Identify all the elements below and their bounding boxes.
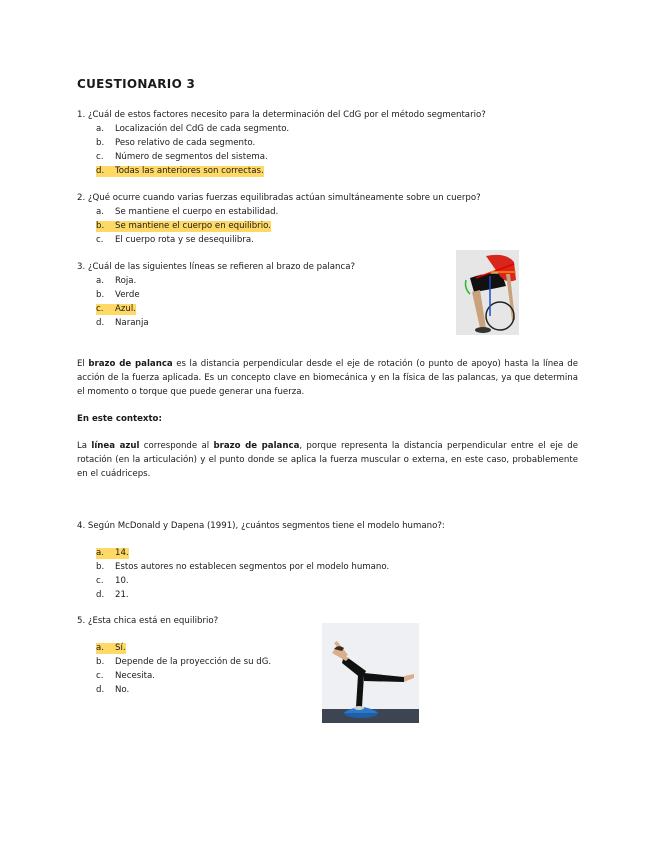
option-letter: a.	[96, 124, 104, 134]
option-letter: a.	[96, 276, 104, 286]
option-text: Necesita.	[115, 671, 155, 681]
balance-photo	[322, 623, 419, 723]
text-run: corresponde al	[139, 441, 214, 451]
text-run: es la distancia perpendicular desde el eje de rotación (o punto de apoyo) hasta la línea de acción de la fuerza aplicada. Es un concepto clave en biomecánica y en la física de las palancas, ya que determina el momento o torque que puede generar una fuerza.	[77, 359, 579, 397]
text-run: La	[77, 441, 92, 451]
option-text: Se mantiene el cuerpo en equilibrio.	[115, 221, 271, 231]
option-letter: b.	[96, 138, 105, 148]
option-2c	[96, 235, 254, 246]
option-letter: c.	[96, 576, 104, 586]
option-3c-correct	[96, 304, 136, 315]
option-text: Todas las anteriores son correctas.	[115, 166, 264, 176]
option-text: Sí.	[115, 643, 126, 653]
option-3b	[96, 290, 140, 301]
option-2b-correct	[96, 221, 271, 232]
explanation-paragraph-1	[77, 357, 578, 399]
option-1a	[96, 124, 289, 135]
option-2a	[96, 207, 278, 218]
option-5d	[96, 685, 129, 696]
option-text: 21.	[115, 590, 129, 600]
option-letter: a.	[96, 207, 104, 217]
option-letter: c.	[96, 235, 104, 245]
option-4d	[96, 590, 129, 601]
text-run: , porque representa la distancia perpendicular entre el eje de rotación (en la articulación) y el punto donde se aplica la fuerza muscular o externa, en este caso, probablemente en el cuádriceps.	[77, 441, 578, 479]
option-text: Se mantiene el cuerpo en estabilidad.	[115, 207, 279, 217]
option-5a-correct	[96, 643, 126, 654]
option-letter: c.	[96, 152, 104, 162]
option-letter: d.	[96, 685, 105, 695]
question-1: 1. ¿Cuál de estos factores necesito para la determinación del CdG por el método segmentario?	[77, 110, 486, 120]
option-letter: c.	[96, 304, 104, 314]
option-1b	[96, 138, 255, 149]
question-2: 2. ¿Qué ocurre cuando varias fuerzas equilibradas actúan simultáneamente sobre un cuerpo?	[77, 193, 481, 203]
option-letter: d.	[96, 318, 105, 328]
option-4a-correct	[96, 548, 129, 559]
option-5c	[96, 671, 155, 682]
option-text: 10.	[115, 576, 129, 586]
option-4b	[96, 562, 389, 573]
option-text: Azul.	[115, 304, 136, 314]
option-letter: c.	[96, 671, 104, 681]
text-run-bold: brazo de palanca	[213, 441, 300, 451]
question-4: 4. Según McDonald y Dapena (1991), ¿cuántos segmentos tiene el modelo humano?:	[77, 521, 445, 531]
option-text: Verde	[115, 290, 140, 300]
context-heading: En este contexto:	[77, 414, 162, 424]
option-1d-correct	[96, 166, 264, 177]
option-text: Roja.	[115, 276, 137, 286]
option-letter: b.	[96, 221, 105, 231]
option-text: Depende de la proyección de su dG.	[115, 657, 272, 667]
option-text: Estos autores no establecen segmentos por el modelo humano.	[115, 562, 390, 572]
option-text: No.	[115, 685, 130, 695]
balance-illustration	[322, 623, 419, 723]
option-letter: b.	[96, 562, 105, 572]
option-letter: b.	[96, 657, 105, 667]
option-text: Localización del CdG de cada segmento.	[115, 124, 290, 134]
option-letter: b.	[96, 290, 105, 300]
option-text: Peso relativo de cada segmento.	[115, 138, 256, 148]
question-5: 5. ¿Esta chica está en equilibrio?	[77, 616, 219, 626]
option-3d	[96, 318, 149, 329]
text-run-bold: brazo de palanca	[88, 359, 173, 369]
option-text: 14.	[115, 548, 129, 558]
option-1c	[96, 152, 268, 163]
option-text: El cuerpo rota y se desequilibra.	[115, 235, 254, 245]
option-3a	[96, 276, 136, 287]
option-letter: d.	[96, 590, 105, 600]
option-letter: a.	[96, 643, 104, 653]
option-text: Naranja	[115, 318, 149, 328]
lever-arm-illustration	[456, 250, 519, 335]
explanation-paragraph-2	[77, 439, 578, 481]
text-run-bold: línea azul	[91, 441, 140, 451]
option-4c	[96, 576, 129, 587]
option-5b	[96, 657, 271, 668]
page-title: CUESTIONARIO 3	[77, 77, 196, 91]
option-letter: a.	[96, 548, 104, 558]
text-run: El	[77, 359, 89, 369]
option-text: Número de segmentos del sistema.	[115, 152, 268, 162]
question-3: 3. ¿Cuál de las siguientes líneas se refieren al brazo de palanca?	[77, 262, 356, 272]
option-letter: d.	[96, 166, 105, 176]
lever-arm-diagram	[456, 250, 519, 335]
